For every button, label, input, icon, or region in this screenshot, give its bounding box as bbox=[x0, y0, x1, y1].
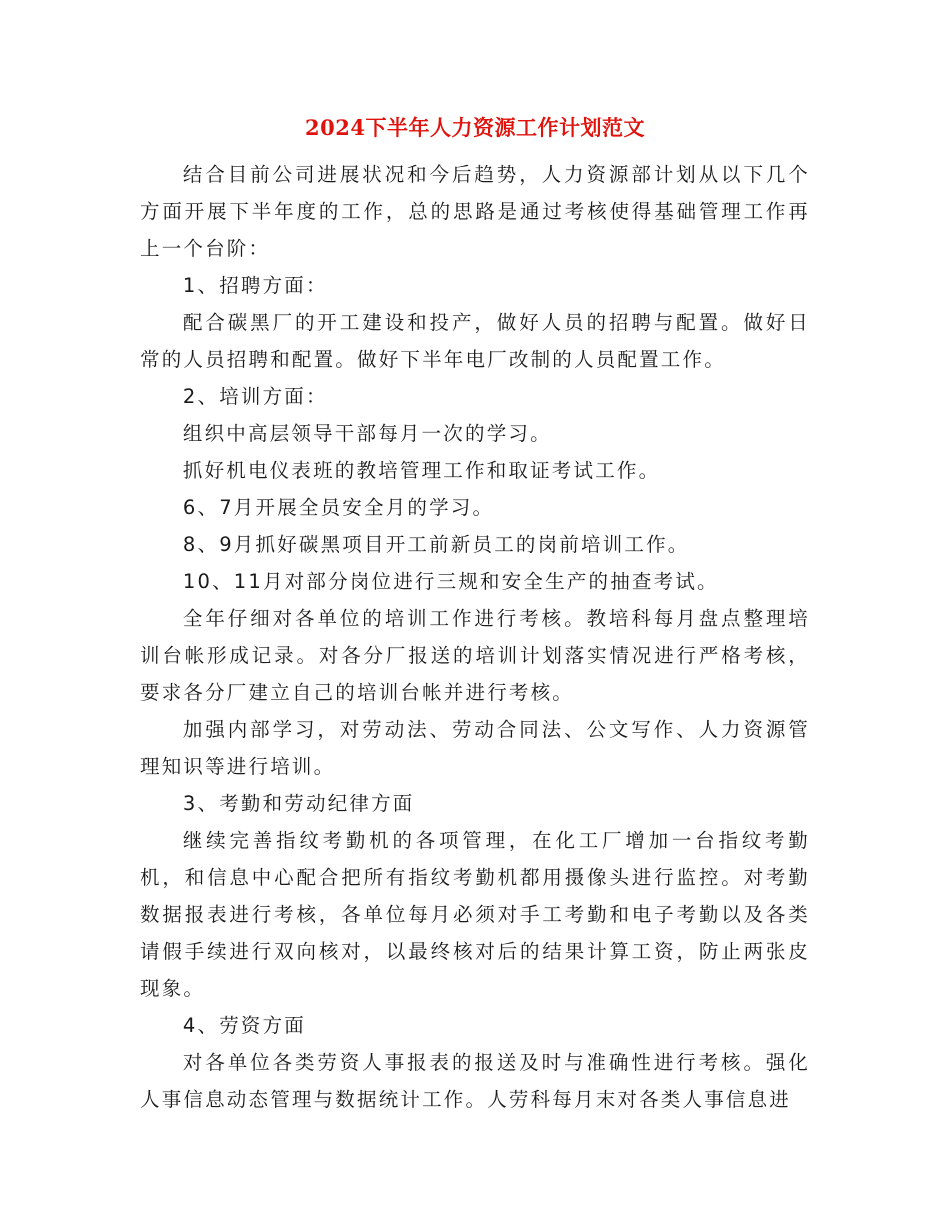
paragraph-training-assessment: 全年仔细对各单位的培训工作进行考核。教培科每月盘点整理培训台帐形成记录。对各分厂报送的培训计划落实情况进行严格考核，要求各分厂建立自己的培训台帐并进行考核。 bbox=[140, 607, 810, 704]
paragraph-attendance: 继续完善指纹考勤机的各项管理，在化工厂增加一台指纹考勤机，和信息中心配合把所有指纹考勤机都用摄像头进行监控。对考勤数据报表进行考核，各单位每月必须对手工考勤和电子考勤以及各类请假手续进行双向核对，以最终核对后的结果计算工资，防止两张皮现象。 bbox=[140, 829, 810, 1000]
paragraph-training-item: 6、7月开展全员安全月的学习。 bbox=[182, 496, 495, 519]
paragraph-payroll: 对各单位各类劳资人事报表的报送及时与准确性进行考核。强化人事信息动态管理与数据统计工作。人劳科每月末对各类人事信息进 bbox=[140, 1051, 810, 1111]
paragraph-recruitment: 配合碳黑厂的开工建设和投产，做好人员的招聘与配置。做好日常的人员招聘和配置。做好下半年电厂改制的人员配置工作。 bbox=[140, 311, 810, 371]
section-heading-recruitment: 1、招聘方面： bbox=[182, 274, 328, 297]
paragraph-training-item: 抓好机电仪表班的教培管理工作和取证考试工作。 bbox=[182, 459, 661, 482]
section-heading-training: 2、培训方面： bbox=[182, 385, 328, 408]
paragraph-training-item: 8、9月抓好碳黑项目开工前新员工的岗前培训工作。 bbox=[182, 533, 690, 556]
document-title: 2024下半年人力资源工作计划范文 bbox=[305, 115, 645, 140]
paragraph-training-item: 组织中高层领导干部每月一次的学习。 bbox=[182, 422, 552, 445]
document-body bbox=[140, 156, 810, 1118]
paragraph-intro: 结合目前公司进展状况和今后趋势，人力资源部计划从以下几个方面开展下半年度的工作，总的思路是通过考核使得基础管理工作再上一个台阶： bbox=[140, 163, 810, 260]
paragraph-internal-learning: 加强内部学习，对劳动法、劳动合同法、公文写作、人力资源管理知识等进行培训。 bbox=[140, 718, 810, 778]
section-heading-payroll: 4、劳资方面 bbox=[182, 1014, 306, 1037]
section-heading-attendance: 3、考勤和劳动纪律方面 bbox=[182, 792, 415, 815]
paragraph-training-item: 10、11月对部分岗位进行三规和安全生产的抽查考试。 bbox=[182, 570, 719, 593]
